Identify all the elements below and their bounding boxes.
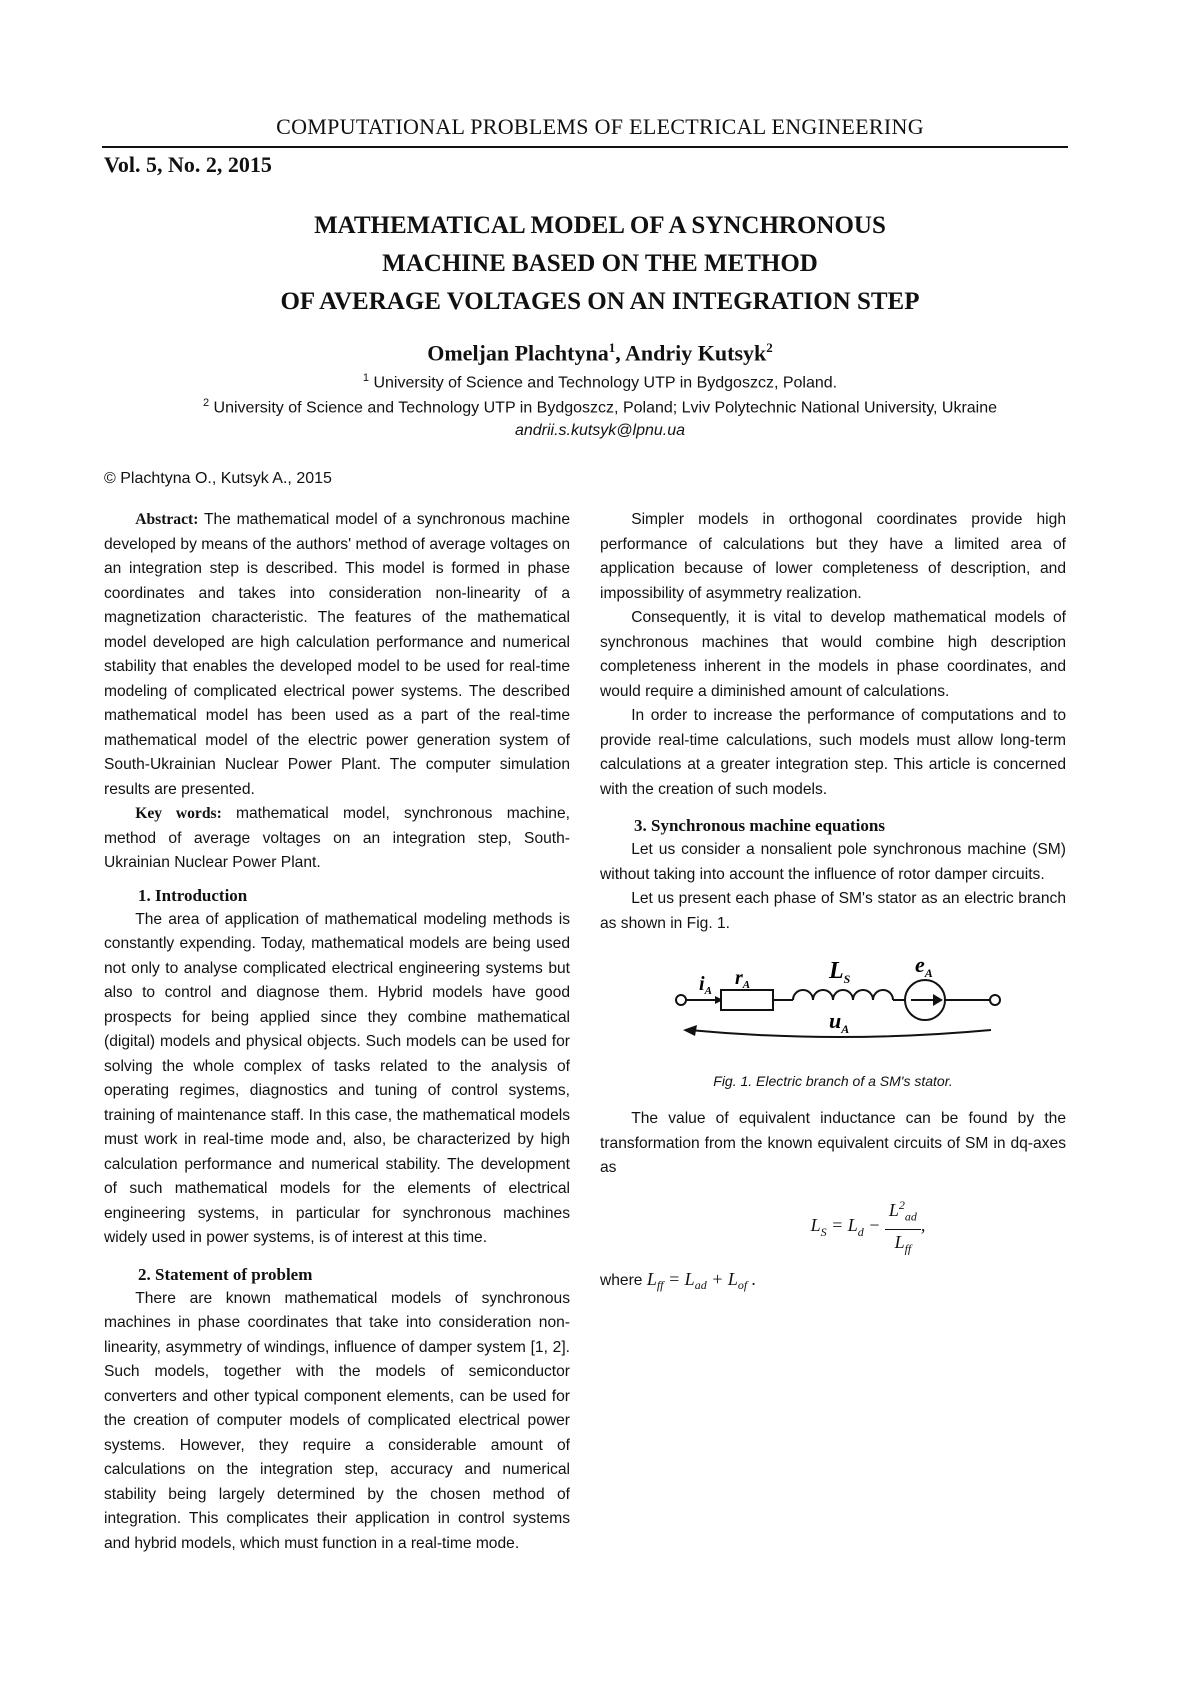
- formula-num-sup: 2: [898, 1197, 905, 1212]
- label-resistor: r: [735, 967, 743, 989]
- equations-paragraph-1: Let us consider a nonsalient pole synchronous machine (SM) without taking into account the influence of rotor damper circuits.: [600, 841, 1066, 883]
- left-terminal: [676, 995, 686, 1005]
- where-b-sub: of: [737, 1277, 748, 1292]
- where-eq: =: [663, 1268, 685, 1289]
- equations-heading: 3. Synchronous machine equations: [634, 816, 885, 835]
- problem-paragraph-1: There are known mathematical models of synchronous machines in phase coordinates that take into consideration non-linearity, asymmetry of windings, influence of damper system [1, 2]. Such models, together with the models of semiconductor converters and other typical component elements, can be used for the creation of computer models of complicated electrical power systems. However, they require a considerable amount of calculations on the integration step, accuracy and numerical stability being largely determined by the chosen method of integration. This complicates their application in control systems and hybrid models, which must function in a real-time mode.: [104, 1289, 570, 1552]
- label-resistor-sub: A: [742, 979, 751, 991]
- svg-text:iA: [699, 973, 712, 997]
- formula-num-sub: ad: [904, 1209, 917, 1224]
- label-inductor-sub: S: [843, 972, 851, 986]
- formula-eq: =: [826, 1214, 848, 1235]
- header-rule: [102, 146, 1068, 148]
- author-email[interactable]: andrii.s.kutsyk@lpnu.ua: [514, 422, 686, 439]
- problem-paragraph-4: In order to increase the performance of computations and to provide real-time calculations, such models must allow long-term calculations at a greater integration step. This article is concerned with the creation of such models.: [600, 707, 1066, 798]
- formula-den-sub: ff: [904, 1241, 912, 1256]
- intro-heading: 1. Introduction: [138, 885, 248, 905]
- formula-lhs-sub: S: [820, 1224, 827, 1239]
- inductor: [793, 990, 893, 1000]
- affiliation-1-mark: 1: [362, 372, 369, 384]
- paper-title: [0, 207, 1200, 321]
- author-separator: ,: [615, 340, 626, 366]
- label-current: i: [699, 973, 705, 995]
- formula-num-var: L: [888, 1199, 899, 1220]
- formula-den-var: L: [894, 1231, 905, 1252]
- keywords-text: mathematical model, synchronous machine, method of average voltages on an integration step, South-Ukrainian Nuclear Power Plant.: [104, 805, 570, 871]
- title-line-1: MATHEMATICAL MODEL OF A SYNCHRONOUS: [314, 212, 886, 239]
- problem-paragraph-3: Consequently, it is vital to develop mathematical models of synchronous machines that would combine high description completeness inherent in the models in phase coordinates, and would require a diminished amount of calculations.: [600, 609, 1066, 700]
- voltage-arrow-head: [683, 1025, 697, 1036]
- equations-paragraph-3: The value of equivalent inductance can be found by the transformation from the known equivalent circuits of SM in dq-axes as: [600, 1110, 1066, 1176]
- where-a-sub: ad: [694, 1277, 707, 1292]
- formula-tail: ,: [920, 1214, 926, 1235]
- figure-1: [600, 948, 1066, 1067]
- affiliation-2-text: University of Science and Technology UTP in Bydgoszcz, Poland; Lviv Polytechnic National University, Ukraine: [213, 399, 998, 417]
- label-inductor: L: [829, 958, 844, 984]
- label-emf: e: [915, 952, 925, 977]
- affiliation-2-mark: 2: [202, 397, 210, 409]
- svg-text:rA: [735, 967, 750, 991]
- label-current-sub: A: [704, 985, 712, 997]
- formula-ld-sub: d: [857, 1224, 864, 1239]
- author-2-mark: 2: [766, 340, 773, 355]
- problem-paragraph-2: Simpler models in orthogonal coordinates provide high performance of calculations but they have a limited area of application because of lower completeness of description, and impossibility of asymmetry realization.: [600, 511, 1066, 602]
- where-word: where: [600, 1271, 643, 1289]
- title-line-2: MACHINE BASED ON THE METHOD: [382, 250, 818, 277]
- abstract: [104, 508, 570, 802]
- label-voltage: u: [829, 1008, 842, 1033]
- keywords: [104, 802, 570, 876]
- problem-heading: 2. Statement of problem: [138, 1264, 313, 1284]
- copyright: © Plachtyna O., Kutsyk A., 2015: [104, 470, 332, 487]
- where-b: L: [727, 1268, 738, 1289]
- left-column: [104, 508, 570, 1556]
- abstract-label: Abstract:: [135, 511, 199, 528]
- label-voltage-sub: A: [841, 1022, 850, 1036]
- authors: [0, 340, 1200, 366]
- right-column: [600, 508, 1066, 1297]
- formula-minus: −: [863, 1214, 885, 1235]
- where-end: .: [747, 1268, 757, 1289]
- where-lhs-sub: ff: [656, 1277, 664, 1292]
- equations-paragraph-2: Let us present each phase of SM's stator as an electric branch as shown in Fig. 1.: [600, 890, 1066, 932]
- author-2: Andriy Kutsyk: [625, 340, 767, 366]
- formula-ld: L: [847, 1214, 858, 1235]
- svg-text:LS: [828, 958, 851, 986]
- formula-denominator: [885, 1230, 921, 1261]
- formula-fraction: [885, 1193, 921, 1261]
- abstract-text: The mathematical model of a synchronous machine developed by means of the authors' method of average voltages on an integration step is described. This model is formed in phase coordinates and takes into consideration non-linearity of a magnetization characteristic. The features of the mathematical model developed are high calculation performance and numerical stability that enables the developed model to be used for real-time modeling of complicated electrical power systems. The described mathematical model has been used as a part of the real-time mathematical model of the electric power generation system of South-Ukrainian Nuclear Power Plant. The computer simulation results are presented.: [104, 511, 570, 798]
- author-1: Omeljan Plachtyna: [427, 340, 609, 366]
- affiliation-2: [0, 397, 1200, 417]
- title-line-3: OF AVERAGE VOLTAGES ON AN INTEGRATION STEP: [280, 288, 920, 315]
- affiliation-1-text: University of Science and Technology UTP in Bydgoszcz, Poland.: [373, 374, 838, 392]
- affiliation-1: [0, 372, 1200, 392]
- figure-1-caption: Fig. 1. Electric branch of a SM's stator.: [713, 1072, 953, 1089]
- journal-name: COMPUTATIONAL PROBLEMS OF ELECTRICAL ENGINEERING: [276, 114, 924, 139]
- formula-ls: [670, 1193, 1066, 1261]
- author-1-mark: 1: [608, 340, 616, 355]
- where-plus: +: [706, 1268, 728, 1289]
- where-a: L: [684, 1268, 695, 1289]
- svg-text:eA: [915, 952, 933, 980]
- formula-lhs: L: [810, 1214, 821, 1235]
- label-emf-sub: A: [924, 966, 933, 980]
- intro-paragraph: The area of application of mathematical modeling methods is constantly expending. Today, mathematical models are being used not only to analyse complicated electrical engineering systems but also to control and diagnose them. Hybrid models have good prospects for being applied since they combine mathematical (digital) models and physical objects. Such models can be used for solving the whole complex of tasks related to the analysis of operating regimes, diagnostics and tuning of control systems, training of maintenance staff. In this case, the mathematical models must work in real-time mode and, also, be characterized by high calculation performance and numerical stability. The development of such mathematical models for the elements of electrical engineering systems, in particular for synchronous machines widely used in power systems, is of interest at this time.: [104, 910, 570, 1246]
- circuit-diagram: [653, 948, 1013, 1058]
- right-terminal: [990, 995, 1000, 1005]
- volume-info: Vol. 5, No. 2, 2015: [104, 152, 272, 177]
- svg-text:uA: [829, 1008, 849, 1036]
- where-line: [600, 1267, 1066, 1298]
- formula-numerator: [885, 1193, 921, 1230]
- resistor: [721, 990, 773, 1010]
- keywords-label: Key words:: [135, 805, 222, 822]
- where-lhs: L: [646, 1268, 657, 1289]
